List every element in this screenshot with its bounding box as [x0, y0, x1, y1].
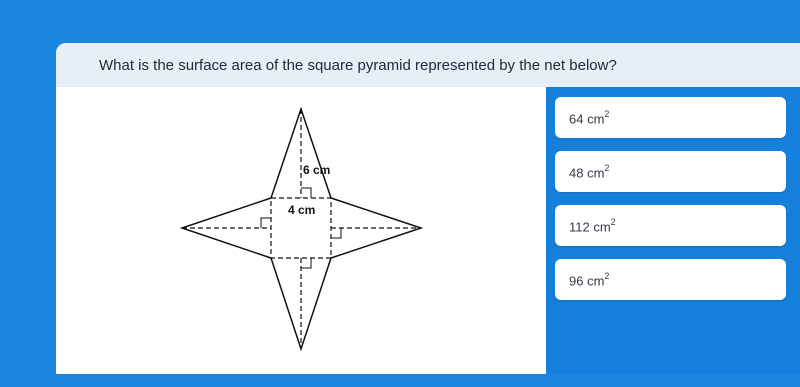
pyramid-net-figure [56, 87, 546, 374]
right-angle-marker-left [261, 218, 271, 228]
answer-option-1-label: 64 $cm^2$ [569, 109, 610, 127]
right-angle-marker-right [331, 228, 341, 238]
answer-option-1[interactable] [555, 97, 786, 138]
answer-option-4-label: 96 $cm^2$ [569, 271, 610, 289]
answer-option-2-label: 48 $cm^2$ [569, 163, 610, 181]
figure-area [56, 87, 546, 374]
question-bar [56, 43, 800, 87]
question-card [56, 43, 800, 374]
right-angle-marker-bottom [301, 258, 311, 268]
answer-option-3[interactable] [555, 205, 786, 246]
slant-height-label: 6 cm [303, 163, 331, 177]
answer-option-4[interactable] [555, 259, 786, 300]
right-angle-marker-top [301, 188, 311, 198]
answer-option-2[interactable] [555, 151, 786, 192]
question-text: What is the surface area of the square pyramid represented by the net below? [99, 57, 617, 74]
base-side-label: 4 cm [288, 203, 316, 217]
answers-panel [546, 87, 800, 374]
answer-option-3-label: 112 $cm^2$ [569, 217, 616, 235]
